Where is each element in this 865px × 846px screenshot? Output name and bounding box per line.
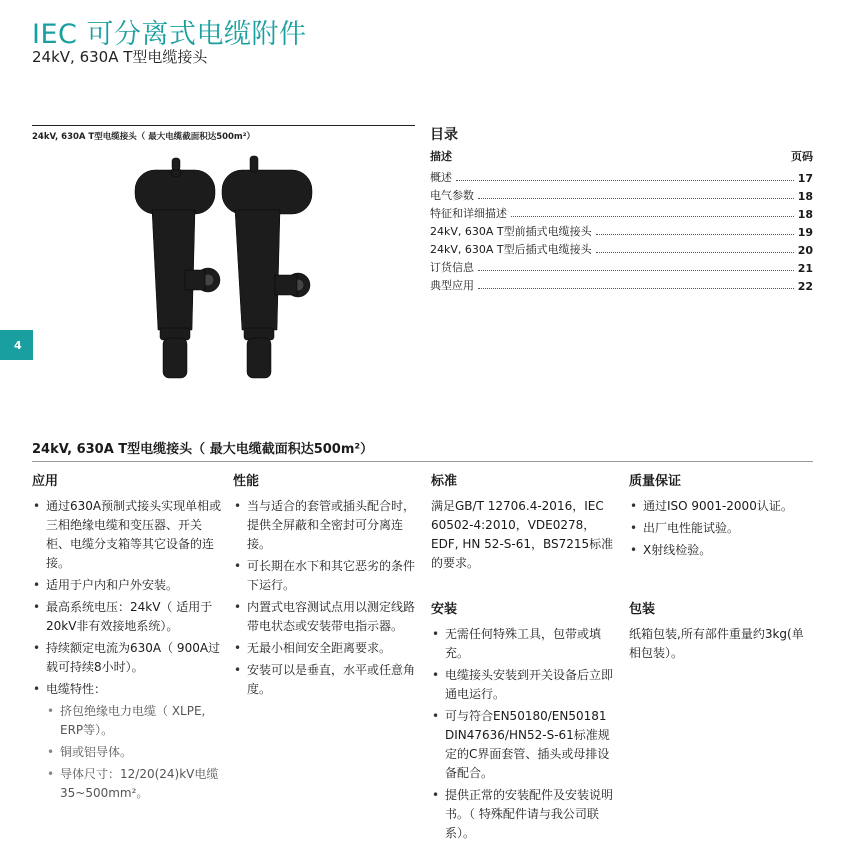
page-number: 4 xyxy=(14,338,22,352)
list-item: • 安装可以是垂直，水平或任意角度。 xyxy=(233,661,416,699)
packaging-column xyxy=(629,600,814,663)
list-item: • 提供正常的安装配件及安装说明书。（ 特殊配件请与我公司联系）。 xyxy=(431,786,616,843)
toc-item[interactable] xyxy=(430,203,813,221)
quality-heading: 质量保证 xyxy=(629,474,682,489)
sub-list-item: • 铜或铝导体。 xyxy=(32,743,222,762)
list-item: • 电缆特性： xyxy=(32,680,222,699)
toc-item-page: 22 xyxy=(797,280,813,293)
performance-list xyxy=(233,497,416,699)
toc-item-page: 18 xyxy=(797,208,813,221)
toc-item[interactable] xyxy=(430,221,813,239)
list-item: • X射线检验。 xyxy=(629,541,814,560)
page-subtitle: 24kV, 630A T型电缆接头 xyxy=(32,48,208,66)
packaging-text: 纸箱包装,所有部件重量约3kg(单相包装）。 xyxy=(629,627,804,660)
performance-heading: 性能 xyxy=(233,474,260,489)
toc-item-label: 订货信息 xyxy=(430,261,474,274)
performance-column xyxy=(233,472,416,702)
standard-column xyxy=(431,472,614,573)
toc-item[interactable] xyxy=(430,239,813,257)
toc-item[interactable] xyxy=(430,275,813,293)
toc-col-desc: 描述 xyxy=(430,150,452,163)
toc-item[interactable] xyxy=(430,257,813,275)
application-heading: 应用 xyxy=(32,474,59,489)
page-number-tab xyxy=(0,330,33,360)
list-item: • 最高系统电压：24kV（ 适用于20kV非有效接地系统）。 xyxy=(32,598,222,636)
toc-item-label: 24kV, 630A T型前插式电缆接头 xyxy=(430,225,592,238)
toc-item[interactable] xyxy=(430,185,813,203)
section-title: 24kV, 630A T型电缆接头（ 最大电缆截面积达500m²） xyxy=(32,442,374,457)
toc-leader xyxy=(596,252,794,253)
quality-list xyxy=(629,497,814,560)
toc-item-page: 18 xyxy=(797,190,813,203)
list-item: • 无最小相间安全距离要求。 xyxy=(233,639,416,658)
list-item: • 可与符合EN50180/EN50181 DIN47636/HN52-S-61标准规定的C界面套管、插头或母排设备配合。 xyxy=(431,707,616,783)
standard-text: 满足GB/T 12706.4-2016，IEC 60502-4:2010，VDE0278，EDF, HN 52-S-61，BS7215标准的要求。 xyxy=(431,499,614,570)
t-connector-illustration xyxy=(130,150,380,390)
toc-item-page: 21 xyxy=(797,262,813,275)
toc-title: 目录 xyxy=(430,127,458,143)
installation-heading: 安装 xyxy=(431,602,458,617)
toc-leader xyxy=(456,180,794,181)
toc-item-label: 电气参数 xyxy=(430,189,474,202)
installation-list xyxy=(431,625,616,843)
sub-list-item: • 挤包绝缘电力电缆（ XLPE, ERP等）。 xyxy=(32,702,222,740)
section-rule xyxy=(32,461,813,462)
toc-item-label: 24kV, 630A T型后插式电缆接头 xyxy=(430,243,592,256)
standard-heading: 标准 xyxy=(431,474,458,489)
toc-item-page: 17 xyxy=(797,172,813,185)
list-item: • 电缆接头安装到开关设备后立即通电运行。 xyxy=(431,666,616,704)
application-column xyxy=(32,472,222,806)
toc-leader xyxy=(478,270,794,271)
installation-column xyxy=(431,600,616,846)
list-item: • 适用于户内和户外安装。 xyxy=(32,576,222,595)
list-item: • 当与适合的套管或插头配合时，提供全屏蔽和全密封可分离连接。 xyxy=(233,497,416,554)
toc-item-label: 概述 xyxy=(430,171,452,184)
caption-rule xyxy=(32,125,415,126)
toc-leader xyxy=(478,288,794,289)
list-item: • 内置式电容测试点用以测定线路带电状态或安装带电指示器。 xyxy=(233,598,416,636)
list-item: • 通过ISO 9001-2000认证。 xyxy=(629,497,814,516)
toc-item-page: 19 xyxy=(797,226,813,239)
toc-item-label: 典型应用 xyxy=(430,279,474,292)
image-caption: 24kV, 630A T型电缆接头（ 最大电缆截面积达500m²） xyxy=(32,132,256,142)
toc-leader xyxy=(596,234,794,235)
list-item: • 通过630A预制式接头实现单相或三相绝缘电缆和变压器、开关柜、电缆分支箱等其它设备的连接。 xyxy=(32,497,222,573)
toc-col-page: 页码 xyxy=(791,150,813,163)
sub-list-item: • 导体尺寸：12/20(24)kV电缆 35~500mm²。 xyxy=(32,765,222,803)
toc-leader xyxy=(478,198,794,199)
toc-item[interactable] xyxy=(430,167,813,185)
packaging-heading: 包装 xyxy=(629,602,656,617)
toc-header xyxy=(430,148,813,164)
application-list xyxy=(32,497,222,803)
list-item: • 无需任何特殊工具，包带或填充。 xyxy=(431,625,616,663)
toc-item-page: 20 xyxy=(797,244,813,257)
list-item: • 可长期在水下和其它恶劣的条件下运行。 xyxy=(233,557,416,595)
toc-leader xyxy=(511,216,794,217)
table-of-contents xyxy=(430,124,813,293)
page-title: IEC 可分离式电缆附件 xyxy=(32,19,307,50)
list-item: • 出厂电性能试验。 xyxy=(629,519,814,538)
toc-item-label: 特征和详细描述 xyxy=(430,207,507,220)
quality-column xyxy=(629,472,814,563)
list-item: • 持续额定电流为630A（ 900A过载可持续8小时）。 xyxy=(32,639,222,677)
